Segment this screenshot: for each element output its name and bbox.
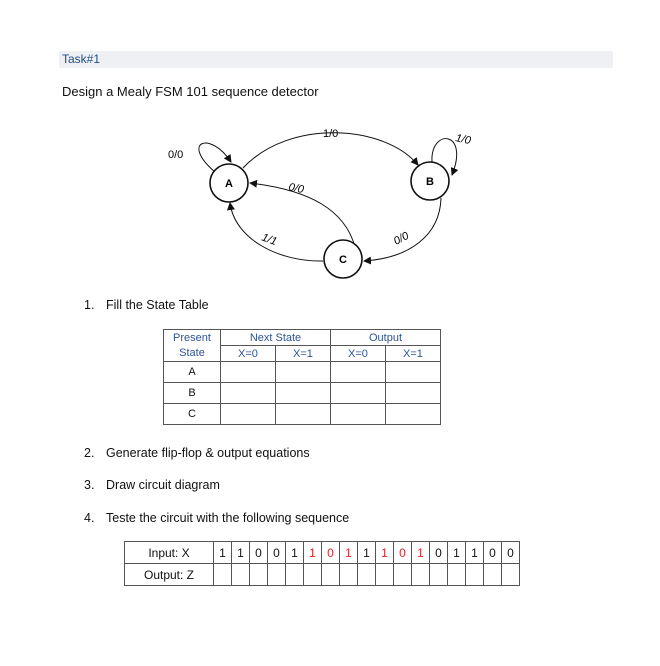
step-1: 1. Fill the State Table — [84, 298, 209, 312]
table-row — [164, 383, 441, 404]
next-x1-header: X=1 — [276, 346, 331, 362]
output-bit-cell[interactable] — [250, 564, 268, 586]
problem-heading: Design a Mealy FSM 101 sequence detector — [62, 84, 319, 99]
table-row — [164, 362, 441, 383]
label-a-self: 0/0 — [168, 149, 184, 161]
input-bit: 1 — [286, 542, 304, 564]
next-state-header: Next State — [221, 330, 331, 346]
state-c-label: C — [339, 254, 347, 266]
input-bit: 0 — [268, 542, 286, 564]
label-a-to-b: 1/0 — [323, 128, 339, 140]
input-bit: 1 — [358, 542, 376, 564]
input-bit: 0 — [394, 542, 412, 564]
output-bit-cell[interactable] — [412, 564, 430, 586]
output-bit-cell[interactable] — [448, 564, 466, 586]
output-bit-cell[interactable] — [322, 564, 340, 586]
input-bit: 0 — [502, 542, 520, 564]
output-bit-cell[interactable] — [394, 564, 412, 586]
state-diagram — [0, 0, 660, 300]
input-bit: 1 — [412, 542, 430, 564]
cell-empty[interactable] — [386, 362, 441, 383]
output-bit-cell[interactable] — [502, 564, 520, 586]
step-4: 4. Teste the circuit with the following sequence — [84, 511, 350, 525]
cell-empty[interactable] — [221, 362, 276, 383]
label-c-to-a-lower: 1/1 — [259, 231, 279, 249]
input-bit: 1 — [232, 542, 250, 564]
cell-empty[interactable] — [276, 404, 331, 425]
table-row — [164, 404, 441, 425]
input-bit: 0 — [430, 542, 448, 564]
cell-empty[interactable] — [276, 383, 331, 404]
cell-empty[interactable] — [331, 362, 386, 383]
label-c-to-a: 0/0 — [287, 181, 305, 197]
output-bit-cell[interactable] — [214, 564, 232, 586]
input-bit: 0 — [484, 542, 502, 564]
output-header: Output — [331, 330, 441, 346]
output-bit-cell[interactable] — [340, 564, 358, 586]
input-bit: 1 — [214, 542, 232, 564]
output-bit-cell[interactable] — [286, 564, 304, 586]
output-bit-cell[interactable] — [466, 564, 484, 586]
state-a-label: A — [225, 178, 233, 190]
input-bit: 0 — [322, 542, 340, 564]
step-3: 3. Draw circuit diagram — [84, 478, 220, 492]
output-label: Output: Z — [125, 564, 214, 586]
label-b-to-c: 0/0 — [391, 229, 411, 248]
input-bit: 0 — [250, 542, 268, 564]
cell-empty[interactable] — [331, 404, 386, 425]
output-bit-cell[interactable] — [268, 564, 286, 586]
state-b-label: B — [426, 176, 434, 188]
state-table — [163, 329, 441, 425]
output-bit-cell[interactable] — [358, 564, 376, 586]
output-bit-cell[interactable] — [376, 564, 394, 586]
input-bit: 1 — [340, 542, 358, 564]
input-bit: 1 — [304, 542, 322, 564]
output-bit-cell[interactable] — [304, 564, 322, 586]
input-bit: 1 — [448, 542, 466, 564]
cell-empty[interactable] — [386, 404, 441, 425]
c-to-a-lower-arc — [230, 203, 323, 261]
cell-empty[interactable] — [221, 404, 276, 425]
row-state: C — [164, 404, 221, 425]
output-bit-cell[interactable] — [232, 564, 250, 586]
output-row — [125, 564, 520, 586]
cell-empty[interactable] — [221, 383, 276, 404]
sequence-table — [124, 541, 520, 586]
input-bit: 1 — [376, 542, 394, 564]
row-state: A — [164, 362, 221, 383]
output-bit-cell[interactable] — [484, 564, 502, 586]
step-2: 2. Generate flip-flop & output equations — [84, 446, 310, 460]
label-b-self: 1/0 — [454, 132, 472, 148]
cell-empty[interactable] — [386, 383, 441, 404]
row-state: B — [164, 383, 221, 404]
next-x0-header: X=0 — [221, 346, 276, 362]
cell-empty[interactable] — [331, 383, 386, 404]
out-x0-header: X=0 — [331, 346, 386, 362]
cell-empty[interactable] — [276, 362, 331, 383]
input-row — [125, 542, 520, 564]
output-bit-cell[interactable] — [430, 564, 448, 586]
input-label: Input: X — [125, 542, 214, 564]
b-to-c-arc — [364, 198, 441, 261]
input-bit: 1 — [466, 542, 484, 564]
task-title: Task#1 — [62, 52, 101, 66]
present-header: Present — [164, 330, 221, 346]
state-header: State — [164, 346, 221, 362]
out-x1-header: X=1 — [386, 346, 441, 362]
